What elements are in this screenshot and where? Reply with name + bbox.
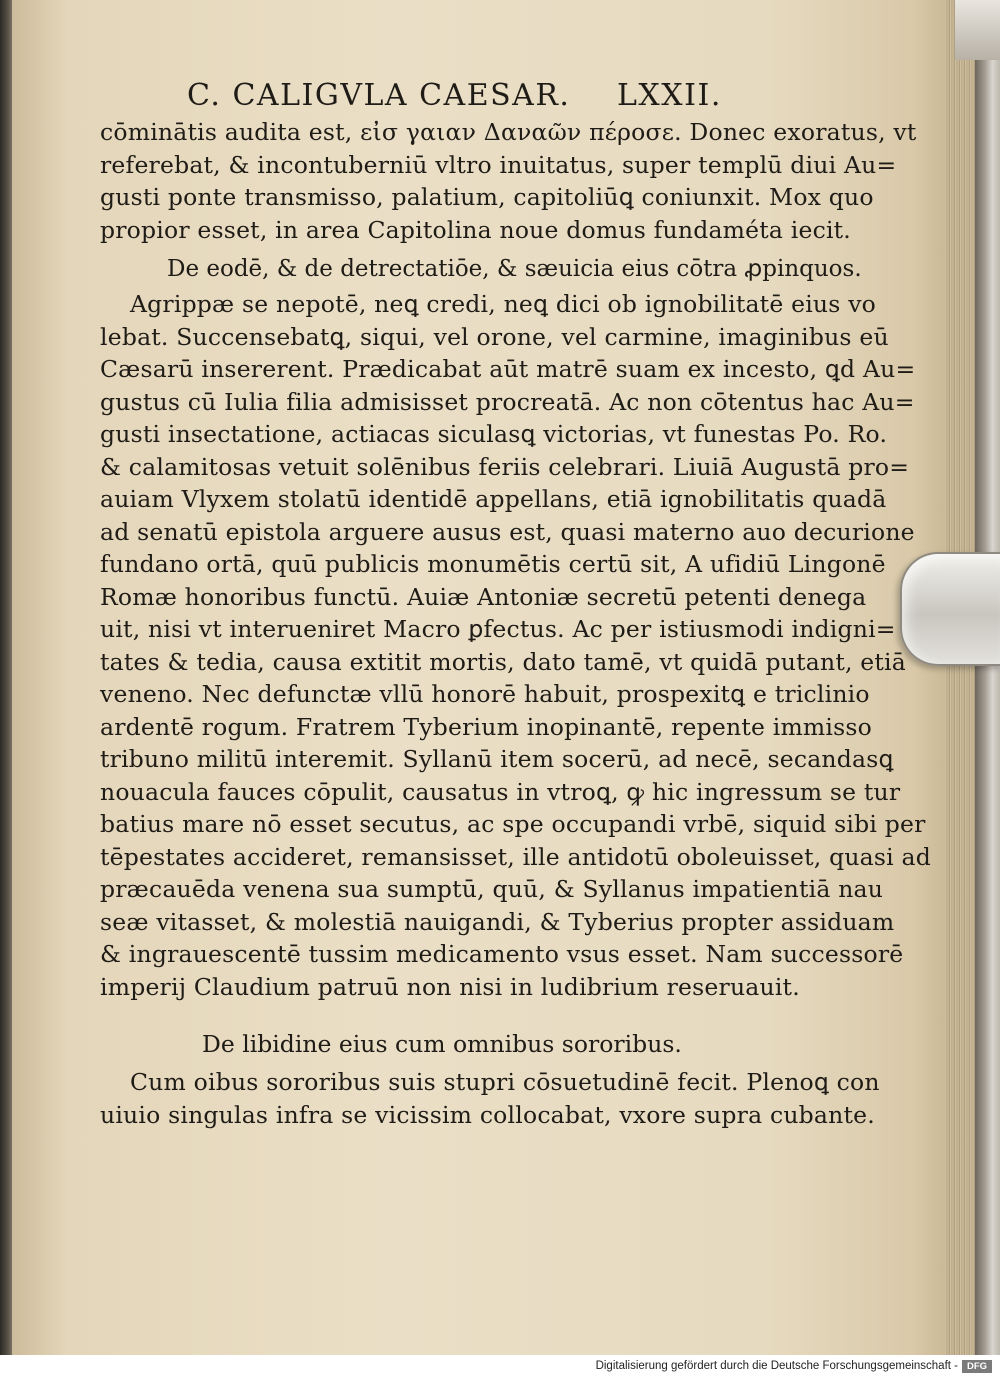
- text-line: ardentē rogum. Fratrem Tyberium inopinantē, repente immisso: [100, 712, 873, 741]
- text-line: uiuio singulas infra se vicissim collocabat, vxore supra cubante.: [100, 1100, 875, 1129]
- text-line: gusti insectatione, actiacas siculasꝗ victorias, vt funestas Po. Ro.: [100, 420, 888, 448]
- text-line: propior esset, in area Capitolina noue domus fundaméta iecit.: [100, 215, 851, 244]
- text-line: auiam Vlyxem stolatū identidē appellans, etiā ignobilitatis quadā: [100, 485, 887, 513]
- text-line: Romæ honoribus functū. Auiæ Antoniæ secretū petenti denega: [100, 582, 867, 611]
- running-head-title: C. CALIGVLA CAESAR.: [187, 78, 571, 113]
- text-line: lebat. Succensebatꝗ, siqui, vel orone, vel carmine, imaginibus eū: [100, 322, 889, 351]
- text-line: tribuno militū interemit. Syllanū item socerū, ad necē, secandasꝗ: [100, 745, 894, 773]
- paragraph-2: [100, 288, 931, 1003]
- text-line: nouacula fauces cōpulit, causatus in vtroꝗ, ꝙ hic ingressum se tur: [100, 777, 901, 806]
- text-line: batius mare nō esset secutus, ac spe occupandi vrbē, siquid sibi per: [100, 810, 926, 838]
- text-line: præcauēda venena sua sumptū, quū, & Syllanus impatientiā nau: [100, 875, 884, 903]
- text-line: imperij Claudium patruū non nisi in ludibrium reseruauit.: [100, 972, 800, 1001]
- text-line: seæ vitasset, & molestiā nauigandi, & Tyberius propter assiduam: [100, 907, 895, 936]
- text-line: gusti ponte transmisso, palatium, capitoliūꝗ coniunxit. Mox quo: [100, 183, 874, 211]
- digitization-footer: [0, 1355, 1000, 1379]
- text-line: uit, nisi vt interueniret Macro ꝑfectus. Ac per istiusmodi indigni=: [100, 615, 896, 643]
- text-line: fundano ortā, quū publicis monumētis certū sit, A ufidiū Lingonē: [100, 550, 886, 578]
- page-stack-edge: [945, 0, 977, 1355]
- text-line: Cæsarū insererent. Prædicabat aūt matrē suam ex incesto, ꝗd Au=: [100, 355, 916, 383]
- text-line: ad senatū epistola arguere ausus est, quasi materno auo decurione: [100, 517, 915, 546]
- text-line: & calamitosas vetuit solēnibus feriis celebrari. Liuiā Augustā pro=: [100, 452, 910, 481]
- text-line: referebat, & incontuberniū vltro inuitatus, super templū diui Au=: [100, 150, 897, 179]
- text-line: veneno. Nec defunctæ vllū honorē habuit, prospexitꝗ e triclinio: [100, 680, 870, 708]
- section-heading: De libidine eius cum omnibus sororibus.: [202, 1030, 682, 1058]
- text-line: gustus cū Iulia filia admisisset procreatā. Ac non cōtentus hac Au=: [100, 387, 915, 416]
- text-line: cōminātis audita est, εἰσ γαιαν Δαναῶν πέροσε. Donec exoratus, vt: [100, 118, 917, 146]
- text-line: tēpestates accideret, remansisset, ille antidotū oboleuisset, quasi ad: [100, 842, 931, 871]
- book-cover-edge: [975, 0, 1000, 1355]
- section-heading: De eodē, & de detrectatiōe, & sæuicia eius cōtra ꝓpinquos.: [167, 256, 862, 282]
- paragraph-1: [100, 116, 917, 246]
- running-head: [187, 78, 887, 113]
- text-line: & ingrauescentē tussim medicamento vsus esset. Nam successorē: [100, 940, 904, 968]
- folio-number: LXXII.: [617, 78, 722, 113]
- funding-credit: Digitalisierung gefördert durch die Deutsche Forschungsgemeinschaft -: [595, 1360, 958, 1372]
- book-clasp: [900, 552, 1000, 666]
- paragraph-3: [100, 1066, 900, 1131]
- text-line: tates & tedia, causa extitit mortis, dato tamē, vt quidā putant, etiā: [100, 647, 906, 676]
- dfg-logo-icon: DFG: [962, 1360, 992, 1373]
- cover-corner: [955, 0, 1000, 60]
- book-page: [12, 0, 952, 1355]
- text-line: Agrippæ se nepotē, neꝗ credi, neꝗ dici ob ignobilitatē eius vo: [130, 290, 877, 318]
- text-line: Cum oibus sororibus suis stupri cōsuetudinē fecit. Plenoꝗ con: [130, 1068, 880, 1096]
